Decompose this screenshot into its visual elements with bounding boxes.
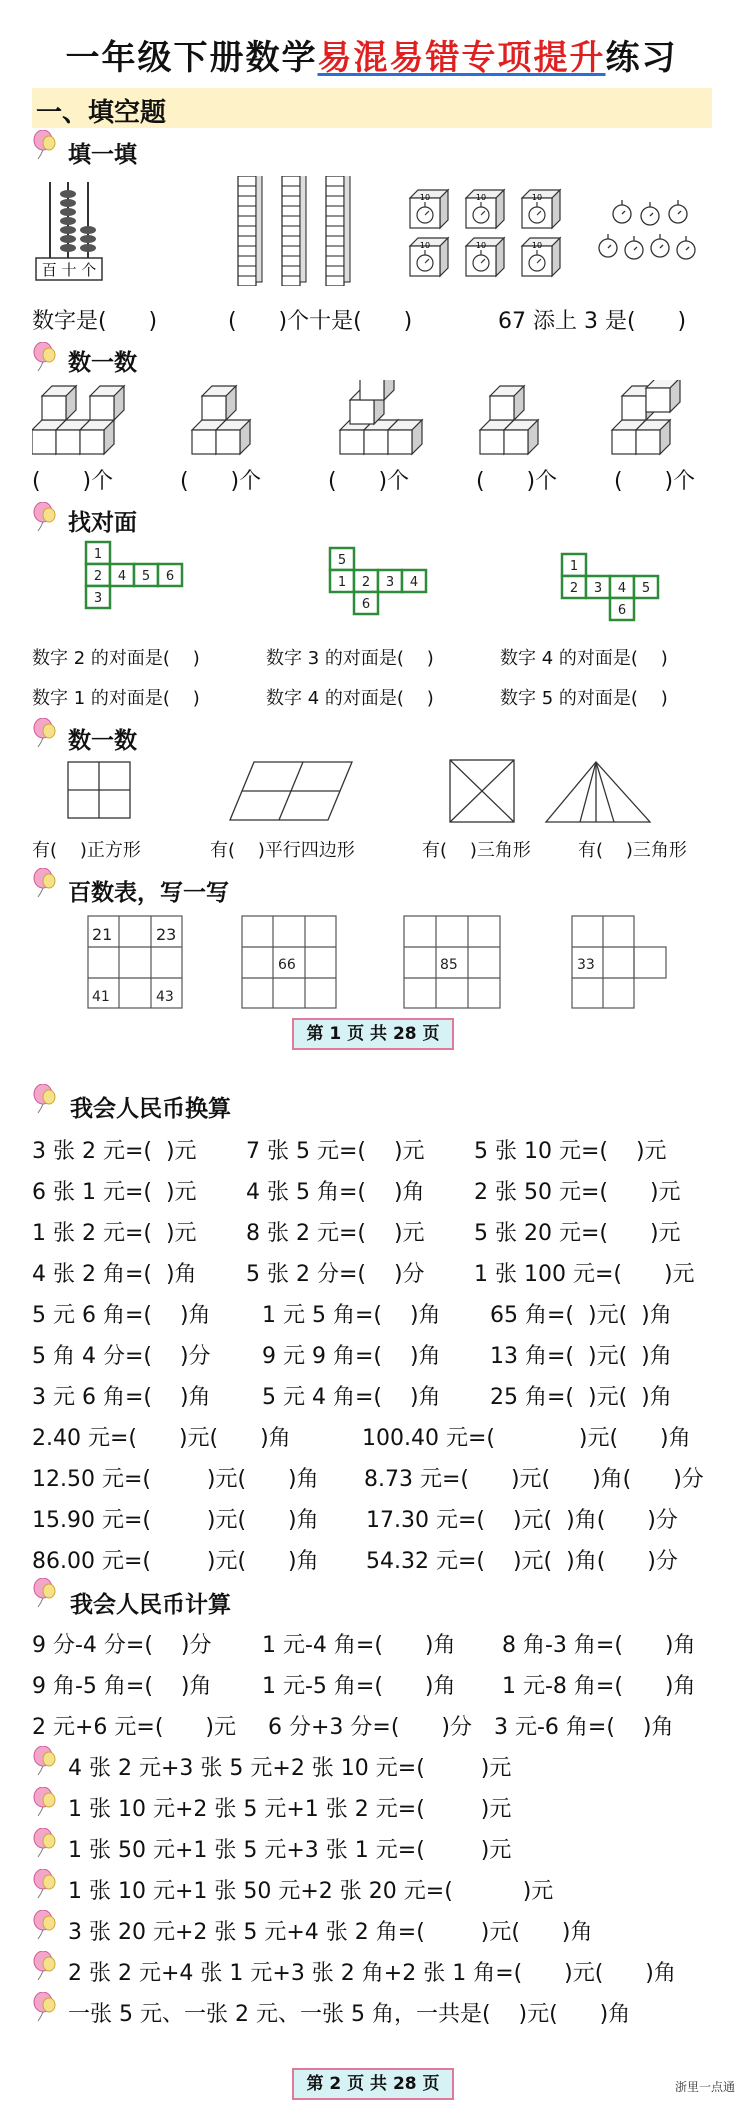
question-text: 2 张 50 元=( )元 [474,1180,681,1205]
svg-text:10: 10 [419,193,431,202]
fill-figures [32,176,712,286]
svg-text:2: 2 [93,569,103,584]
question-text: 5 角 4 分=( )分 [32,1344,211,1369]
triangle-split [546,762,650,822]
svg-text:3: 3 [593,581,603,596]
svg-text:4: 4 [617,581,627,596]
title-highlight: 易混易错专项提升 [317,38,606,78]
question-text: 2 张 2 元+4 张 1 元+3 张 2 角+2 张 1 角=( )元( )角 [68,1961,676,1986]
svg-text:2: 2 [361,575,371,590]
question-text: 7 张 5 元=( )元 [246,1139,425,1164]
question-text: 数字 2 的对面是( ) [32,648,200,669]
question-text: 5 张 20 元=( )元 [474,1221,681,1246]
question-text: 1 元-5 角=( )角 [262,1674,456,1699]
page-number: 第 1 页 共 28 页 [292,1018,454,1050]
abacus-icon [36,182,102,280]
svg-text:10: 10 [531,193,543,202]
question-text: 9 分-4 分=( )分 [32,1633,212,1658]
svg-text:10: 10 [475,241,487,250]
cube-stacks [32,380,732,460]
subsection-fill: 填一填 [68,142,137,168]
page-number: 第 2 页 共 28 页 [292,2068,454,2100]
svg-text:6: 6 [617,603,627,618]
svg-text:3: 3 [93,591,103,606]
question-text: 25 角=( )元( )角 [490,1385,672,1410]
svg-text:85: 85 [440,957,458,973]
svg-text:5: 5 [641,581,651,596]
svg-text:3: 3 [385,575,395,590]
question-text: 3 元 6 角=( )角 [32,1385,211,1410]
question-text: 1 张 50 元+1 张 5 元+3 张 1 元=( )元 [68,1838,512,1863]
question-text: 5 张 2 分=( )分 [246,1262,425,1287]
question-text: ( )个 [180,469,262,494]
question-text: 5 张 10 元=( )元 [474,1139,667,1164]
balloon-icon [32,1578,58,1608]
balloon-icon [32,868,58,898]
question-text: 4 张 2 角=( )角 [32,1262,197,1287]
single-balls [599,200,695,259]
question-text: ( )个 [614,469,696,494]
watermark: 浙里一点通 [674,2080,735,2094]
ten-boxes [410,190,560,276]
svg-text:1: 1 [93,547,103,562]
question-text: 6 张 1 元=( )元 [32,1180,197,1205]
question-text: 1 张 10 元+2 张 5 元+1 张 2 元=( )元 [68,1797,512,1822]
svg-text:1: 1 [569,559,579,574]
question-text: 4 张 2 元+3 张 5 元+2 张 10 元=( )元 [68,1756,512,1781]
balloon-icon [32,130,58,160]
question-text: 数字 4 的对面是( ) [266,688,434,709]
svg-text:66: 66 [278,957,296,973]
ten-sticks [238,176,350,286]
page-title: 一年级下册数学易混易错专项提升练习 [65,38,678,78]
question-text: 5 元 4 角=( )角 [262,1385,441,1410]
balloon-icon [32,1746,58,1776]
question-text: 9 角-5 角=( )角 [32,1674,212,1699]
svg-text:6: 6 [165,569,175,584]
question-text: 有( )三角形 [578,840,687,861]
section-title: 一、填空题 [36,98,167,128]
question-text: 17.30 元=( )元( )角( )分 [366,1508,678,1533]
question-text: 数字 1 的对面是( ) [32,688,200,709]
question-text: 100.40 元=( )元( )角 [362,1426,691,1451]
question-text: 67 添上 3 是( ) [498,309,687,334]
question-text: 数字是( ) [32,309,158,334]
question-text: ( )个 [328,469,410,494]
question-text: 有( )平行四边形 [210,840,355,861]
svg-text:21: 21 [92,925,113,944]
question-text: ( )个十是( ) [228,309,413,334]
abacus-label: 百 十 个 [41,261,97,279]
question-text: 8 角-3 角=( )角 [502,1633,696,1658]
hundred-chart-grids [32,910,712,1010]
question-text: 3 元-6 角=( )角 [494,1715,674,1740]
question-text: 1 张 2 元=( )元 [32,1221,197,1246]
question-text: 数字 5 的对面是( ) [500,688,668,709]
question-text: 有( )三角形 [422,840,531,861]
question-text: 8.73 元=( )元( )角( )分 [364,1467,704,1492]
question-text: 12.50 元=( )元( )角 [32,1467,319,1492]
question-text: 5 元 6 角=( )角 [32,1303,211,1328]
svg-text:4: 4 [117,569,127,584]
question-text: 3 张 20 元+2 张 5 元+4 张 2 角=( )元( )角 [68,1920,593,1945]
svg-text:23: 23 [156,925,177,944]
svg-text:5: 5 [337,553,347,568]
question-text: 1 元-8 角=( )角 [502,1674,696,1699]
balloon-icon [32,1992,58,2022]
question-text: 8 张 2 元=( )元 [246,1221,425,1246]
balloon-icon [32,1084,58,1114]
svg-text:6: 6 [361,597,371,612]
question-text: 数字 3 的对面是( ) [266,648,434,669]
question-text: 1 元-4 角=( )角 [262,1633,456,1658]
question-text: 13 角=( )元( )角 [490,1344,672,1369]
balloon-icon [32,502,58,532]
balloon-icon [32,1828,58,1858]
question-text: 15.90 元=( )元( )角 [32,1508,319,1533]
balloon-icon [32,1951,58,1981]
cube-nets [32,538,712,638]
svg-text:10: 10 [419,241,431,250]
question-text: 1 张 10 元+1 张 50 元+2 张 20 元=( )元 [68,1879,554,1904]
question-text: 3 张 2 元=( )元 [32,1139,197,1164]
svg-text:33: 33 [577,957,595,973]
balloon-icon [32,1910,58,1940]
question-text: 1 张 100 元=( )元 [474,1262,695,1287]
shape-figures [32,758,712,828]
svg-text:1: 1 [337,575,347,590]
question-text: ( )个 [476,469,558,494]
svg-text:43: 43 [156,989,174,1005]
svg-text:10: 10 [475,193,487,202]
question-text: 4 张 5 角=( )角 [246,1180,425,1205]
question-text: 1 元 5 角=( )角 [262,1303,441,1328]
question-text: 54.32 元=( )元( )角( )分 [366,1549,678,1574]
question-text: 65 角=( )元( )角 [490,1303,672,1328]
question-text: 2.40 元=( )元( )角 [32,1426,291,1451]
balloon-icon [32,1869,58,1899]
question-text: 86.00 元=( )元( )角 [32,1549,319,1574]
question-text: 数字 4 的对面是( ) [500,648,668,669]
svg-text:10: 10 [531,241,543,250]
balloon-icon [32,1787,58,1817]
svg-text:5: 5 [141,569,151,584]
question-text: 9 元 9 角=( )角 [262,1344,441,1369]
svg-text:2: 2 [569,581,579,596]
balloon-icon [32,718,58,748]
svg-text:4: 4 [409,575,419,590]
section-header [32,88,712,128]
balloon-icon [32,342,58,372]
question-text: 一张 5 元、一张 2 元、一张 5 角，一共是( )元( )角 [68,2002,631,2027]
question-text: ( )个 [32,469,114,494]
question-text: 有( )正方形 [32,840,141,861]
question-text: 2 元+6 元=( )元 [32,1715,236,1740]
svg-text:41: 41 [92,989,110,1005]
question-text: 6 分+3 分=( )分 [268,1715,472,1740]
